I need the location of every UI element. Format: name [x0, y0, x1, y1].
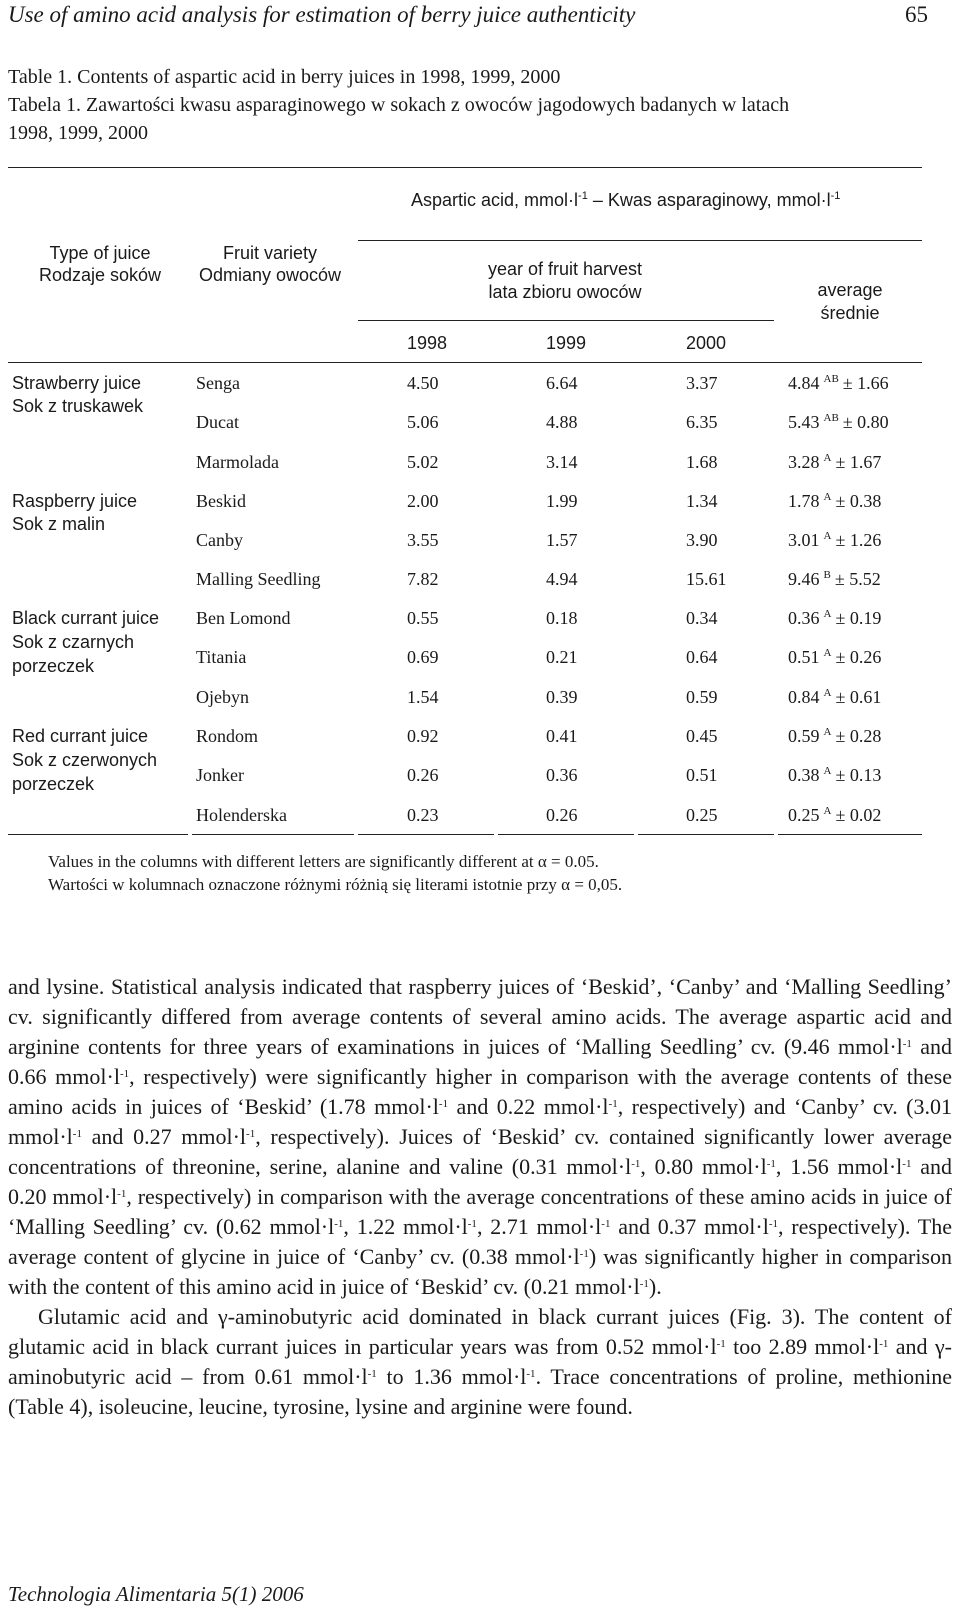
unit-exponent: -1 — [879, 1338, 889, 1350]
group-type-pl: Sok z truskawek — [12, 396, 144, 416]
text-run: , respectively) and ‘Canby’ cv. (3.01 mmol·l — [8, 1094, 953, 1149]
unit-exponent: -1 — [631, 1158, 641, 1170]
header-year-2000: 2000 — [686, 333, 727, 353]
cell-average — [788, 608, 881, 629]
text-run: , respectively). The average content of glycine in juice of ‘Canby’ cv. (0.38 mmol·l — [8, 1214, 952, 1269]
cell-1999: 0.21 — [546, 647, 578, 667]
header-year-1999: 1999 — [546, 333, 587, 353]
cell-2000: 0.45 — [686, 726, 718, 746]
cell-variety: Jonker — [196, 765, 244, 785]
cell-1999: 0.18 — [546, 608, 578, 628]
cell-2000: 1.34 — [686, 491, 718, 511]
average-value: 5.43 — [788, 412, 820, 432]
table-note-en: Values in the columns with different letters are significantly different at α = 0.05. — [48, 852, 599, 871]
significance-letter: A — [823, 765, 832, 777]
cell-1998: 0.23 — [407, 805, 439, 825]
significance-letter: A — [823, 726, 832, 738]
group-type-en: Red currant juice — [12, 726, 149, 746]
group-type-pl: porzeczek — [12, 774, 95, 794]
unit-exponent: -1 — [766, 1158, 776, 1170]
group-type-pl: Sok z czerwonych — [12, 750, 158, 770]
cell-variety: Ojebyn — [196, 687, 249, 707]
cell-1999: 0.36 — [546, 765, 578, 785]
text-run: , respectively). Juices of ‘Beskid’ cv. contained significantly lower average concentrations of threonine, serine, alanine and valine (0.31 mmol·l — [8, 1124, 952, 1179]
standard-deviation: ± 0.13 — [835, 765, 882, 785]
text-run: and 0.27 mmol·l — [81, 1124, 247, 1149]
significance-letter: A — [823, 647, 832, 659]
body-text — [8, 972, 952, 1422]
cell-variety: Senga — [196, 373, 240, 393]
unit-exponent: -1 — [367, 1368, 377, 1380]
significance-letter: A — [823, 687, 832, 699]
bottom-rule-segment — [498, 834, 634, 835]
group-type-pl: Sok z malin — [12, 514, 106, 534]
cell-1999: 1.99 — [546, 491, 578, 511]
standard-deviation: ± 0.61 — [835, 687, 882, 707]
cell-variety: Beskid — [196, 491, 247, 511]
significance-letter: A — [823, 452, 832, 464]
table-note-pl: Wartości w kolumnach oznaczone różnymi różnią się literami istotnie przy α = 0,05. — [48, 875, 623, 894]
cell-1998: 4.50 — [407, 373, 439, 393]
cell-variety: Malling Seedling — [196, 569, 321, 589]
text-run: , respectively) were significantly higher in comparison with the average contents of these amino acids in juices of ‘Beskid’ (1.78 mmol·l — [8, 1064, 952, 1119]
text-run: , 1.22 mmol·l — [343, 1214, 468, 1239]
standard-deviation: ± 1.26 — [835, 530, 882, 550]
significance-letter: A — [823, 805, 832, 817]
average-value: 0.36 — [788, 608, 820, 628]
group-type-en: Strawberry juice — [12, 373, 142, 393]
average-value: 3.28 — [788, 452, 820, 472]
cell-average — [788, 373, 889, 394]
cell-1999: 4.94 — [546, 569, 578, 589]
cell-average — [788, 452, 881, 473]
unit-exponent: -1 — [768, 1218, 779, 1230]
cell-1999: 6.64 — [546, 373, 578, 393]
standard-deviation: ± 1.66 — [842, 373, 889, 393]
cell-2000: 6.35 — [686, 412, 718, 432]
group-type-en: Black currant juice — [12, 608, 160, 628]
cell-2000: 0.51 — [686, 765, 718, 785]
header-average-en: average — [817, 280, 883, 300]
cell-variety: Ducat — [196, 412, 239, 432]
unit-exponent: -1 — [601, 1218, 611, 1230]
average-value: 0.59 — [788, 726, 820, 746]
unit-exponent: -1 — [608, 1098, 618, 1110]
text-run: and 0.37 mmol·l — [610, 1214, 769, 1239]
column-group-header: Aspartic acid, $mmol\cdot l^{-1}$ – Kwas asparaginowy, $mmol\cdot l^{-1}$ — [411, 190, 841, 210]
group-header-rule — [358, 240, 922, 241]
group-type-en: Raspberry juice — [12, 491, 138, 511]
cell-2000: 3.90 — [686, 530, 718, 550]
cell-variety: Canby — [196, 530, 243, 550]
standard-deviation: ± 0.38 — [835, 491, 882, 511]
text-run: and 0.22 mmol·l — [448, 1094, 609, 1119]
cell-2000: 1.68 — [686, 452, 718, 472]
text-run: and γ-aminobutyric acid – from 0.61 mmol·l — [8, 1334, 952, 1389]
text-run: , 0.80 mmol·l — [640, 1154, 767, 1179]
unit-exponent: -1 — [119, 1068, 130, 1080]
unit-exponent: -1 — [438, 1098, 449, 1110]
significance-letter: B — [823, 569, 831, 581]
cell-1998: 0.55 — [407, 608, 439, 628]
unit-exponent: -1 — [579, 1248, 589, 1260]
text-run: . Trace concentrations of proline, methionine (Table 4), isoleucine, leucine, tyrosine, lysine and arginine were found. — [8, 1364, 952, 1419]
cell-1998: 2.00 — [407, 491, 439, 511]
header-year-pl: lata zbioru owoców — [488, 282, 642, 302]
running-title: Use of amino acid analysis for estimation of berry juice authenticity — [8, 2, 636, 27]
text-run: ). — [648, 1274, 662, 1299]
text-run: , 1.56 mmol·l — [775, 1154, 903, 1179]
cell-average — [788, 687, 881, 708]
cell-1999: 0.39 — [546, 687, 578, 707]
cell-1999: 1.57 — [546, 530, 578, 550]
standard-deviation: ± 0.19 — [835, 608, 882, 628]
unit-exponent: -1 — [117, 1188, 127, 1200]
cell-2000: 0.59 — [686, 687, 718, 707]
cell-average — [788, 805, 881, 826]
year-header-rule — [358, 320, 774, 321]
cell-variety: Marmolada — [196, 452, 279, 472]
standard-deviation: ± 0.02 — [835, 805, 882, 825]
text-run: and lysine. Statistical analysis indicated that raspberry juices of ‘Beskid’, ‘Canby’ and ‘Malling Seedling’ cv. significantly differed from average contents of several amino acids. The average aspartic acid and arginine contents for three years of examinations in juices of ‘Malling Seedling’ cv. (9.46 mmol·l — [8, 974, 952, 1059]
significance-letter: A — [823, 530, 832, 542]
cell-average — [788, 569, 881, 590]
text-run: , 2.71 mmol·l — [476, 1214, 602, 1239]
text-run: ) was significantly higher in comparison with the content of this amino acid in juice of ‘Beskid’ cv. (0.21 mmol·l — [8, 1244, 952, 1299]
average-value: 9.46 — [788, 569, 820, 589]
significance-letter: AB — [823, 412, 839, 424]
unit-exponent: -1 — [526, 1368, 536, 1380]
cell-average — [788, 765, 881, 786]
header-variety-pl: Odmiany owoców — [198, 265, 342, 285]
header-type-pl: Rodzaje soków — [38, 265, 162, 285]
cell-1999: 4.88 — [546, 412, 578, 432]
unit-exponent: -1 — [902, 1158, 912, 1170]
text-run: too 2.89 mmol·l — [725, 1334, 880, 1359]
unit-exponent: -1 — [467, 1218, 477, 1230]
standard-deviation: ± 5.52 — [834, 569, 881, 589]
bottom-rule-segment — [638, 834, 774, 835]
cell-1999: 3.14 — [546, 452, 578, 472]
cell-1998: 3.55 — [407, 530, 439, 550]
unit-exponent: -1 — [716, 1338, 726, 1350]
table-caption-en: Table 1. Contents of aspartic acid in berry juices in 1998, 1999, 2000 — [8, 66, 561, 88]
text-run: and 0.20 mmol·l — [8, 1154, 953, 1209]
unit-exponent: -1 — [639, 1278, 649, 1290]
cell-1999: 0.41 — [546, 726, 578, 746]
cell-variety: Titania — [196, 647, 247, 667]
bottom-rule-segment — [358, 834, 494, 835]
table-top-rule — [8, 167, 922, 168]
standard-deviation: ± 0.80 — [842, 412, 889, 432]
cell-2000: 15.61 — [686, 569, 727, 589]
header-bottom-rule — [8, 362, 922, 363]
cell-variety: Holenderska — [196, 805, 287, 825]
cell-average — [788, 530, 881, 551]
cell-average — [788, 491, 881, 512]
average-value: 3.01 — [788, 530, 820, 550]
cell-1998: 5.06 — [407, 412, 439, 432]
cell-2000: 0.34 — [686, 608, 718, 628]
table-caption-pl-line1: Tabela 1. Zawartości kwasu asparaginowego w sokach z owoców jagodowych badanych w latach — [8, 94, 790, 116]
cell-1998: 1.54 — [407, 687, 439, 707]
cell-1998: 5.02 — [407, 452, 439, 472]
significance-letter: A — [823, 608, 832, 620]
page-number: 65 — [905, 2, 928, 27]
bottom-rule-segment — [192, 834, 354, 835]
average-value: 0.25 — [788, 805, 820, 825]
cell-variety: Rondom — [196, 726, 259, 746]
significance-letter: A — [823, 491, 832, 503]
cell-1998: 0.26 — [407, 765, 439, 785]
average-value: 1.78 — [788, 491, 820, 511]
header-year-en: year of fruit harvest — [487, 259, 643, 279]
header-average-pl: średnie — [820, 303, 880, 323]
unit-exponent: -1 — [246, 1128, 256, 1140]
body-paragraph — [8, 1302, 952, 1422]
header-year-1998: 1998 — [407, 333, 448, 353]
average-value: 0.51 — [788, 647, 820, 667]
cell-2000: 0.64 — [686, 647, 718, 667]
standard-deviation: ± 1.67 — [835, 452, 882, 472]
header-variety-en: Fruit variety — [222, 243, 318, 263]
cell-2000: 3.37 — [686, 373, 718, 393]
significance-letter: AB — [823, 373, 839, 385]
cell-average — [788, 647, 881, 668]
standard-deviation: ± 0.28 — [835, 726, 882, 746]
text-run: and 0.66 mmol·l — [8, 1034, 953, 1089]
average-value: 0.38 — [788, 765, 820, 785]
cell-2000: 0.25 — [686, 805, 718, 825]
cell-1998: 0.92 — [407, 726, 439, 746]
journal-footer: Technologia Alimentaria 5(1) 2006 — [8, 1582, 304, 1606]
bottom-rule-segment — [8, 834, 188, 835]
cell-1998: 0.69 — [407, 647, 439, 667]
table-caption-pl-line2: 1998, 1999, 2000 — [8, 122, 148, 144]
standard-deviation: ± 0.26 — [835, 647, 882, 667]
text-run: , respectively) in comparison with the average concentrations of these amino acids in juice of ‘Malling Seedling’ cv. (0.62 mmol·l — [8, 1184, 952, 1239]
text-run: to 1.36 mmol·l — [376, 1364, 527, 1389]
text-run: Glutamic acid and γ-aminobutyric acid dominated in black currant juices (Fig. 3). The content of glutamic acid in black currant juices in particular years was from 0.52 mmol·l — [8, 1304, 952, 1359]
unit-exponent: -1 — [902, 1038, 912, 1050]
body-paragraph — [8, 972, 952, 1302]
header-type-en: Type of juice — [49, 243, 151, 263]
unit-exponent: -1 — [334, 1218, 344, 1230]
bottom-rule-segment — [778, 834, 922, 835]
cell-average — [788, 726, 881, 747]
cell-1998: 7.82 — [407, 569, 439, 589]
average-value: 0.84 — [788, 687, 820, 707]
cell-1999: 0.26 — [546, 805, 578, 825]
cell-average — [788, 412, 889, 433]
average-value: 4.84 — [788, 373, 820, 393]
group-type-pl: Sok z czarnych — [12, 632, 135, 652]
cell-variety: Ben Lomond — [196, 608, 291, 628]
unit-exponent: -1 — [72, 1128, 82, 1140]
group-type-pl: porzeczek — [12, 656, 95, 676]
